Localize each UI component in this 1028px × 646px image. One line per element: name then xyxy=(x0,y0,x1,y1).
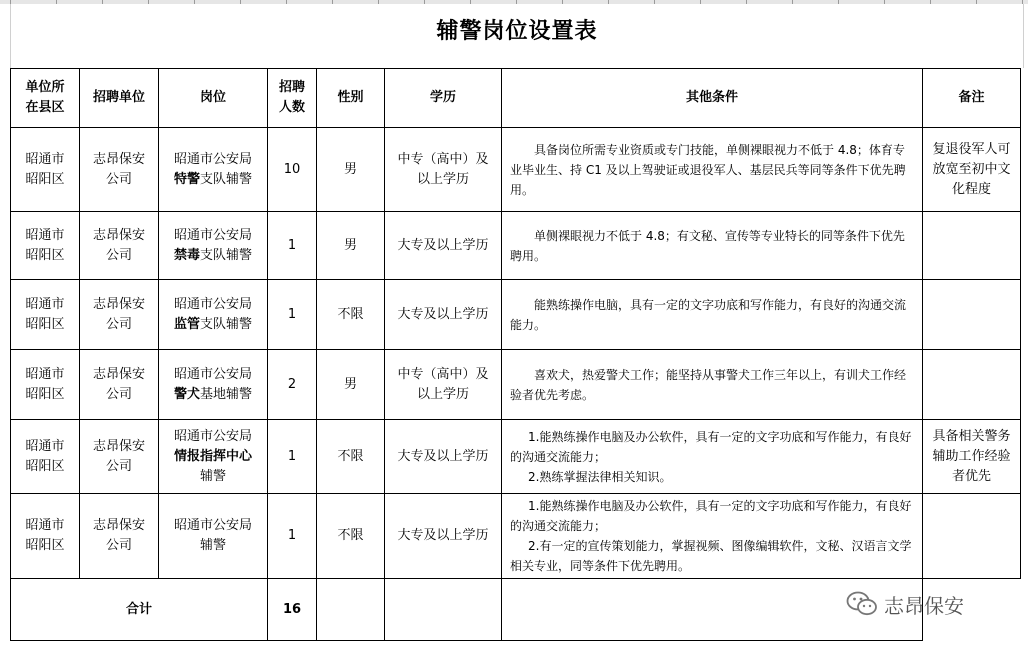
employer-cell: 志昂保安 公司 xyxy=(80,420,159,494)
gender-cell: 男 xyxy=(317,128,385,212)
education-cell: 大专及以上学历 xyxy=(385,280,502,350)
gender-cell: 男 xyxy=(317,212,385,280)
total-label: 合计 xyxy=(11,579,268,641)
conditions-cell: 能熟练操作电脑，具有一定的文字功底和写作能力，有良好的沟通交流能力。 xyxy=(502,280,923,350)
conditions-cell: 单侧裸眼视力不低于 4.8；有文秘、宣传等专业特长的同等条件下优先聘用。 xyxy=(502,212,923,280)
education-cell: 大专及以上学历 xyxy=(385,212,502,280)
education-cell: 中专（高中）及 以上学历 xyxy=(385,350,502,420)
count-cell: 2 xyxy=(268,350,317,420)
count-cell: 10 xyxy=(268,128,317,212)
position-cell: 昭通市公安局 情报指挥中心 辅警 xyxy=(159,420,268,494)
employer-cell: 志昂保安 公司 xyxy=(80,212,159,280)
header-remarks: 备注 xyxy=(923,69,1021,128)
position-cell: 昭通市公安局 特警支队辅警 xyxy=(159,128,268,212)
gender-cell: 不限 xyxy=(317,420,385,494)
county-cell: 昭通市 昭阳区 xyxy=(11,128,80,212)
remarks-cell xyxy=(923,494,1021,579)
county-cell: 昭通市 昭阳区 xyxy=(11,420,80,494)
header-conditions: 其他条件 xyxy=(502,69,923,128)
position-cell: 昭通市公安局 监管支队辅警 xyxy=(159,280,268,350)
table-row xyxy=(11,128,1021,212)
position-cell: 昭通市公安局 警犬基地辅警 xyxy=(159,350,268,420)
header-count: 招聘 人数 xyxy=(268,69,317,128)
conditions-cell: 1.能熟练操作电脑及办公软件，具有一定的文字功底和写作能力，有良好的沟通交流能力； 2.有一定的宣传策划能力，掌握视频、图像编辑软件，文秘、汉语言文学相关专业，同等条件下优先聘用。 xyxy=(502,494,923,579)
watermark xyxy=(846,588,964,620)
count-cell: 1 xyxy=(268,280,317,350)
employer-cell: 志昂保安 公司 xyxy=(80,280,159,350)
education-cell: 大专及以上学历 xyxy=(385,420,502,494)
gender-cell: 不限 xyxy=(317,494,385,579)
gender-cell: 男 xyxy=(317,350,385,420)
positions-table xyxy=(10,68,1021,641)
remarks-cell xyxy=(923,212,1021,280)
county-cell: 昭通市 昭阳区 xyxy=(11,212,80,280)
header-education: 学历 xyxy=(385,69,502,128)
conditions-cell: 喜欢犬，热爱警犬工作；能坚持从事警犬工作三年以上，有训犬工作经验者优先考虑。 xyxy=(502,350,923,420)
title-band xyxy=(10,4,1024,68)
header-position: 岗位 xyxy=(159,69,268,128)
header-row xyxy=(11,69,1021,128)
total-value: 16 xyxy=(268,579,317,641)
employer-cell: 志昂保安 公司 xyxy=(80,350,159,420)
table-row xyxy=(11,420,1021,494)
total-empty-cell xyxy=(317,579,385,641)
total-empty-cell xyxy=(385,579,502,641)
remarks-cell: 具备相关警务 辅助工作经验 者优先 xyxy=(923,420,1021,494)
table-row xyxy=(11,350,1021,420)
employer-cell: 志昂保安 公司 xyxy=(80,128,159,212)
gender-cell: 不限 xyxy=(317,280,385,350)
remarks-cell: 复退役军人可 放宽至初中文 化程度 xyxy=(923,128,1021,212)
employer-cell: 志昂保安 公司 xyxy=(80,494,159,579)
watermark-text: 志昂保安 xyxy=(884,593,964,618)
position-cell: 昭通市公安局 辅警 xyxy=(159,494,268,579)
education-cell: 中专（高中）及 以上学历 xyxy=(385,128,502,212)
header-employer: 招聘单位 xyxy=(80,69,159,128)
education-cell: 大专及以上学历 xyxy=(385,494,502,579)
county-cell: 昭通市 昭阳区 xyxy=(11,494,80,579)
county-cell: 昭通市 昭阳区 xyxy=(11,280,80,350)
page-title: 辅警岗位设置表 xyxy=(436,19,598,44)
count-cell: 1 xyxy=(268,420,317,494)
header-county: 单位所 在县区 xyxy=(11,69,80,128)
remarks-cell xyxy=(923,350,1021,420)
table-row xyxy=(11,280,1021,350)
header-gender: 性别 xyxy=(317,69,385,128)
remarks-cell xyxy=(923,280,1021,350)
count-cell: 1 xyxy=(268,212,317,280)
table-row xyxy=(11,212,1021,280)
table-row xyxy=(11,494,1021,579)
conditions-cell: 1.能熟练操作电脑及办公软件，具有一定的文字功底和写作能力，有良好的沟通交流能力； 2.熟练掌握法律相关知识。 xyxy=(502,420,923,494)
county-cell: 昭通市 昭阳区 xyxy=(11,350,80,420)
position-cell: 昭通市公安局 禁毒支队辅警 xyxy=(159,212,268,280)
count-cell: 1 xyxy=(268,494,317,579)
conditions-cell: 具备岗位所需专业资质或专门技能，单侧裸眼视力不低于 4.8；体育专业毕业生、持 C1 及以上驾驶证或退役军人、基层民兵等同等条件下优先聘用。 xyxy=(502,128,923,212)
wechat-icon xyxy=(846,590,878,618)
